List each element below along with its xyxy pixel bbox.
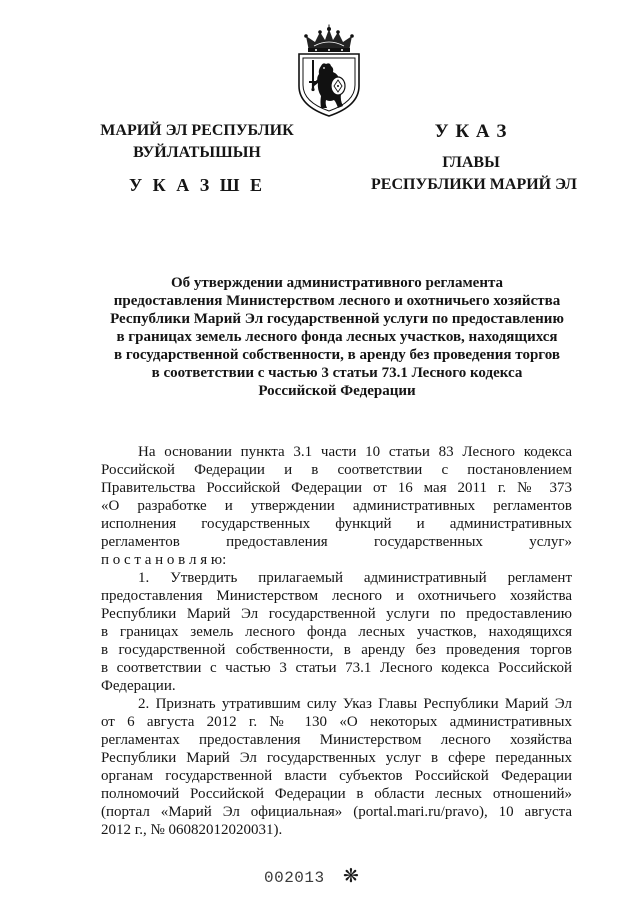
body-line: Российской Федерации и в соответствии с постановлением	[101, 462, 572, 478]
title-line: в границах земель лесного фонда лесных участков, находящихся	[116, 329, 558, 345]
emblem-oval-shield	[331, 77, 345, 95]
header-right-line-1: ГЛАВЫ	[442, 154, 500, 171]
body-line: Федерации.	[101, 678, 176, 694]
body-line: в соответствии с частью 3 статьи 73.1 Лесного кодекса Российской	[101, 660, 572, 676]
header-left-doc-type: У К А З Ш Е	[128, 175, 266, 195]
header-left-line-1: МАРИЙ ЭЛ РЕСПУБЛИК	[100, 122, 294, 139]
body-line: исполнения государственных функций и административных	[101, 516, 572, 532]
document-title	[101, 274, 573, 400]
asterisk-icon: ❋	[343, 865, 359, 887]
coat-of-arms-icon	[294, 24, 364, 118]
header-right-doc-type: У К А З	[434, 121, 508, 142]
body-line: На основании пункта 3.1 части 10 статьи 83 Лесного кодекса	[138, 444, 572, 460]
header-right-line-2: РЕСПУБЛИКИ МАРИЙ ЭЛ	[371, 176, 577, 193]
body-line: 1. Утвердить прилагаемый административный регламент	[138, 570, 572, 586]
body-line: Республики Марий Эл государственных услуг в сфере переданных	[101, 750, 572, 766]
emblem-crown	[304, 25, 354, 53]
body-line: (портал «Марий Эл официальная» (portal.mari.ru/pravo), 10 августа	[101, 804, 572, 820]
title-line: Республики Марий Эл государственной услуги по предоставлению	[110, 311, 564, 327]
body-line: в границах земель лесного фонда лесных участков, находящихся	[101, 624, 572, 640]
body-line: полномочий Российской Федерации в области лесных отношений»	[101, 786, 572, 802]
body-line: регламентов предоставления государственных услуг»	[101, 534, 572, 550]
title-line: предоставления Министерством лесного и охотничьего хозяйства	[113, 293, 561, 309]
body-line: «О разработке и утверждении административных регламентов	[101, 498, 572, 514]
body-line: Правительства Российской Федерации от 16 мая 2011 г. № 373	[101, 480, 572, 496]
serial-number: 002013	[264, 869, 325, 887]
body-line: 2. Признать утратившим силу Указ Главы Республики Марий Эл	[138, 696, 572, 712]
title-line: Российской Федерации	[258, 383, 416, 399]
body-line: Республики Марий Эл государственной услуги по предоставлению	[101, 606, 572, 622]
body-line: в государственной собственности, в аренду без проведения торгов	[101, 642, 572, 658]
body-line: 2012 г., № 06082012020031).	[101, 822, 283, 838]
body-line: регламентах предоставления Министерством лесного хозяйства	[101, 732, 572, 748]
body-line: предоставления Министерством лесного и охотничьего хозяйства	[101, 588, 572, 604]
resolve-line: п о с т а н о в л я ю:	[101, 552, 227, 568]
header-left-line-2: ВУЙЛАТЫШЫН	[133, 144, 261, 161]
item-2-paragraph	[101, 695, 572, 839]
title-line: в государственной собственности, в аренду без проведения торгов	[114, 347, 560, 363]
document-body	[101, 443, 572, 839]
title-line: Об утверждении административного регламента	[170, 275, 504, 291]
title-line: в соответствии с частью 3 статьи 73.1 Лесного кодекса	[151, 365, 523, 381]
preamble-paragraph	[101, 443, 572, 551]
body-line: от 6 августа 2012 г. № 130 «О некоторых административных	[101, 714, 572, 730]
body-line: органам государственной власти субъектов Российской Федерации	[101, 768, 572, 784]
item-1-paragraph	[101, 569, 572, 695]
